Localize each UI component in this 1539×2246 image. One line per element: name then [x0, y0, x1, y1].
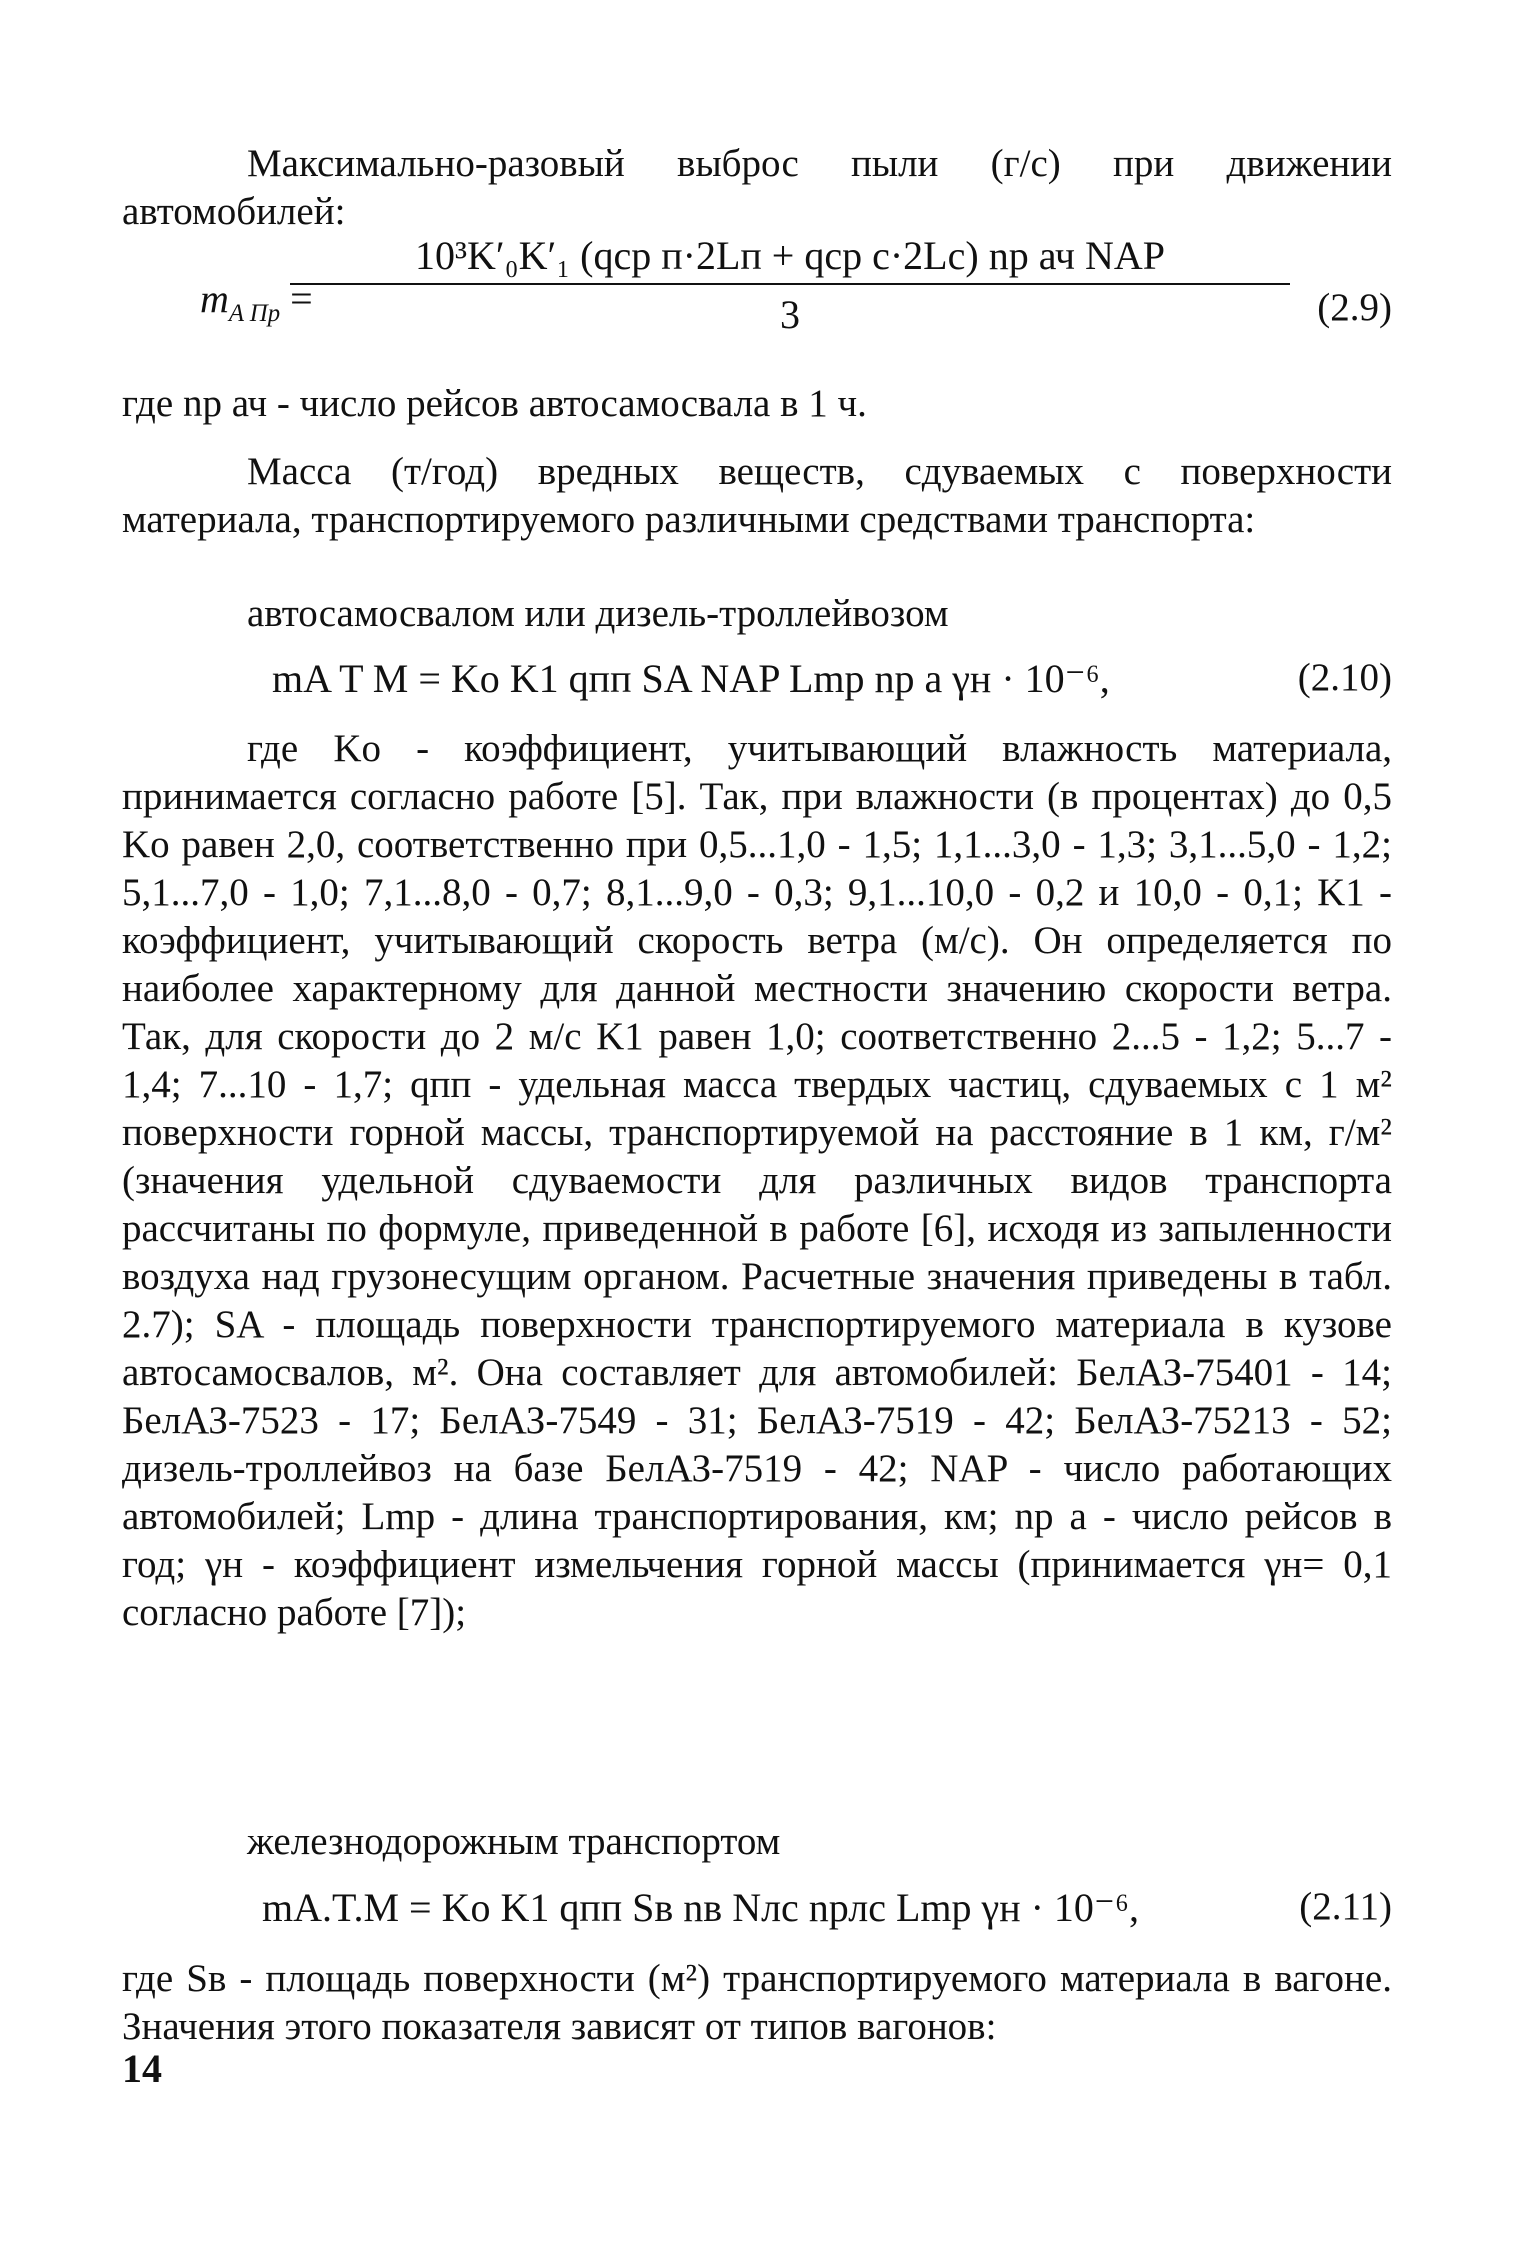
- coefficients-paragraph: где Ko - коэффициент, учитывающий влажность материала, принимается согласно работе [5]. Так, при влажности (в процентах) до 0,5 Ko равен 2,0, соответственно при 0,5...1,0 - 1,5; 1,1...3,0 - 1,3; 3,1...5,0 - 1,2; 5,1...7,0 - 1,0; 7,1...8,0 - 0,7; 8,1...9,0 - 0,3; 9,1...10,0 - 0,2 и 10,0 - 0,1; K1 - коэффициент, учитывающий скорость ветра (м/с). Он определяется по наиболее характерному для данной местности значению скорости ветра. Так, для скорости до 2 м/с K1 равен 1,0; соответственно 2...5 - 1,2; 5...7 - 1,4; 7...10 - 1,7; qпп - удельная масса твердых частиц, сдуваемых с 1 м² поверхности горной массы, транспортируемой на расстояние в 1 км, г/м² (значения удельной сдуваемости для различных видов транспорта рассчитаны по формуле, приведенной в работе [6], исходя из запыленности воздуха над грузонесущим органом. Расчетные значения приведены в табл. 2.7); SA - площадь поверхности транспортируемого материала в кузове автосамосвалов, м². Она составляет для автомобилей: БелАЗ-75401 - 14; БелАЗ-7523 - 17; БелАЗ-7549 - 31; БелАЗ-7519 - 42; БелАЗ-75213 - 52; дизель-троллейвоз на базе БелАЗ-7519 - 42; NAP - число работающих автомобилей; Lmp - длина транспортирования, км; np a - число рейсов в год; γн - коэффициент измельчения горной массы (принимается γн= 0,1 согласно работе [7]);: [122, 727, 1392, 1634]
- formula-2-11: mA.T.M = Ko K1 qпп Sв nв Nлс nрлс Lmp γн · 10⁻⁶,: [262, 1885, 1139, 1930]
- formula-2-9-denominator: 3: [780, 292, 800, 337]
- definition-n-trips: где nр ач - число рейсов автосамосвала в 1 ч.: [122, 382, 867, 425]
- formula-2-9-equals: =: [290, 276, 313, 321]
- formula-2-10-number: (2.10): [1297, 656, 1392, 699]
- dump-truck-heading: автосамосвалом или дизель-троллейвозом: [247, 592, 949, 635]
- formula-2-9-fraction: [290, 232, 1290, 338]
- formula-2-11-number: (2.11): [1299, 1885, 1392, 1928]
- formula-2-9-lhs: [200, 275, 313, 327]
- formula-2-9-number: (2.9): [1317, 286, 1392, 329]
- railway-heading: железнодорожным транспортом: [247, 1820, 781, 1863]
- intro-paragraph: Максимально-разовый выброс пыли (г/с) при движении автомобилей:: [122, 142, 1392, 233]
- formula-2-9-lhs-subscript: A Пр: [228, 300, 281, 327]
- formula-2-9-lhs-symbol: m: [200, 276, 229, 321]
- page-number: 14: [122, 2046, 162, 2091]
- formula-2-10: mA T M = Ko K1 qпп SA NAP Lmp np a γн · 10⁻⁶,: [272, 656, 1110, 701]
- wagon-area-paragraph: где Sв - площадь поверхности (м²) транспортируемого материала в вагоне. Значения этого показателя зависят от типов вагонов:: [122, 1957, 1392, 2048]
- formula-2-9-numerator: 10³K′₀K′₁ (qср п·2Lп + qср с·2Lс) nр ач NAP: [415, 233, 1165, 278]
- mass-paragraph: Масса (т/год) вредных веществ, сдуваемых с поверхности материала, транспортируемого различными средствами транспорта:: [122, 450, 1392, 541]
